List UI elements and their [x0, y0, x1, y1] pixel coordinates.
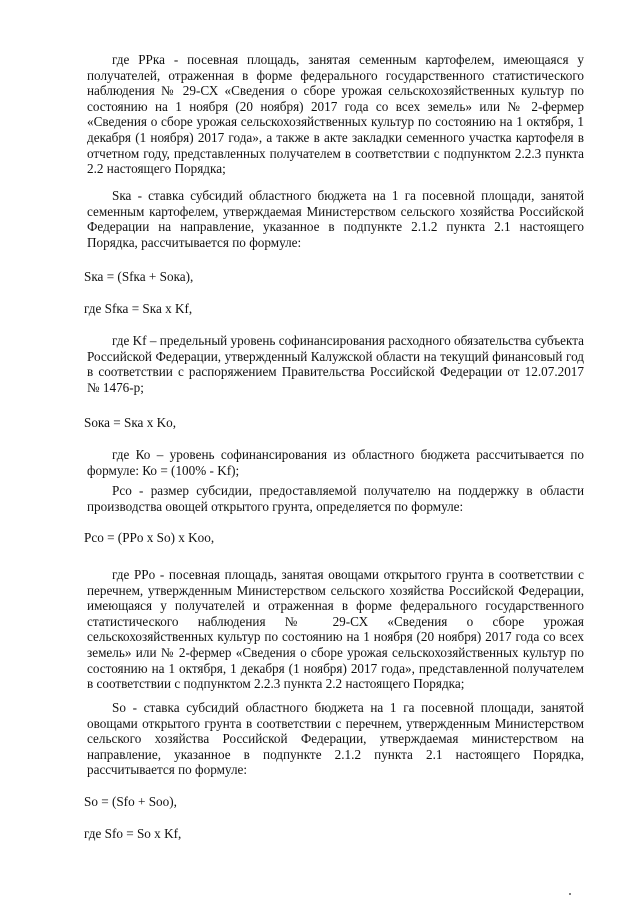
formula-pco: Pсо = (PPо х Sо) х Kоо,	[84, 530, 215, 545]
paragraph-kf: где Kf – предельный уровень софинансирования расходного обязательства субъекта Российской Федерации, утвержденный Калужской области на текущий финансовый год в соответствии с распоряжением Правительства Российской Федерации от 12.07.2017 № 1476-р;	[87, 333, 584, 395]
paragraph-pco: Pсо - размер субсидии, предоставляемой получателю на поддержку в области производства овощей открытого грунта, определяется по формуле:	[87, 483, 584, 514]
paragraph-ppo: где PPо - посевная площадь, занятая овощами открытого грунта в соответствии с перечнем, утвержденным Министерством сельского хозяйства Российской Федерации, имеющаяся у получателей и отраженная в форме федерального государственного статистического наблюдения № 29-СХ «Сведения о сборе урожая сельскохозяйственных культур по состоянию на 1 ноября (20 ноября) 2017 года со всех земель» или № 2-фермер «Сведения о сборе урожая сельскохозяйственных культур по состоянию на 1 октября, 1 декабря (1 ноября) 2017 года», представленной получателем в соответствии с подпунктом 2.2.3 пункта 2.2 настоящего Порядка;	[87, 567, 584, 692]
scan-speck	[569, 893, 571, 895]
formula-sfo: где Sfо = Sо х Kf,	[84, 826, 182, 841]
paragraph-s-ka: Sка - ставка субсидий областного бюджета на 1 га посевной площади, занятой семенным картофелем, утверждаемая Министерством сельского хозяйства Российской Федерации на направление, указанное в подпункте 2.1.2 пункта 2.1 настоящего Порядка, рассчитывается по формуле:	[87, 188, 584, 250]
formula-so-ka: Sока = Sка х Kо,	[84, 415, 177, 430]
formula-sf-ka: где Sfка = Sка х Kf,	[84, 301, 193, 316]
formula-so: Sо = (Sfо + Sоо),	[84, 794, 177, 809]
paragraph-ko: где Ко – уровень софинансирования из областного бюджета рассчитывается по формуле: Ко = (100% - Kf);	[87, 447, 584, 478]
paragraph-so: Sо - ставка субсидий областного бюджета на 1 га посевной площади, занятой овощами открытого грунта в соответствии с перечнем, утвержденным Министерством сельского хозяйства Российской Федерации, утверждаемая министерством на направление, указанное в подпункте 2.1.2 пункта 2.1 настоящего Порядка, рассчитывается по формуле:	[87, 700, 584, 778]
paragraph-pp-ka: где PPка - посевная площадь, занятая семенным картофелем, имеющаяся у получателей, отраженная в форме федерального государственного статистического наблюдения № 29-СХ «Сведения о сборе урожая сельскохозяйственных культур по состоянию на 1 ноября (20 ноября) 2017 года со всех земель» или № 2-фермер «Сведения о сборе урожая сельскохозяйственных культур по состоянию на 1 октября, 1 декабря (1 ноября) 2017 года», а также в акте закладки семенного участка картофеля в отчетном году, представленных получателем в соответствии с подпунктом 2.2.3 пункта 2.2 настоящего Порядка;	[87, 52, 584, 177]
formula-s-ka: Sка = (Sfка + Sока),	[84, 269, 194, 284]
